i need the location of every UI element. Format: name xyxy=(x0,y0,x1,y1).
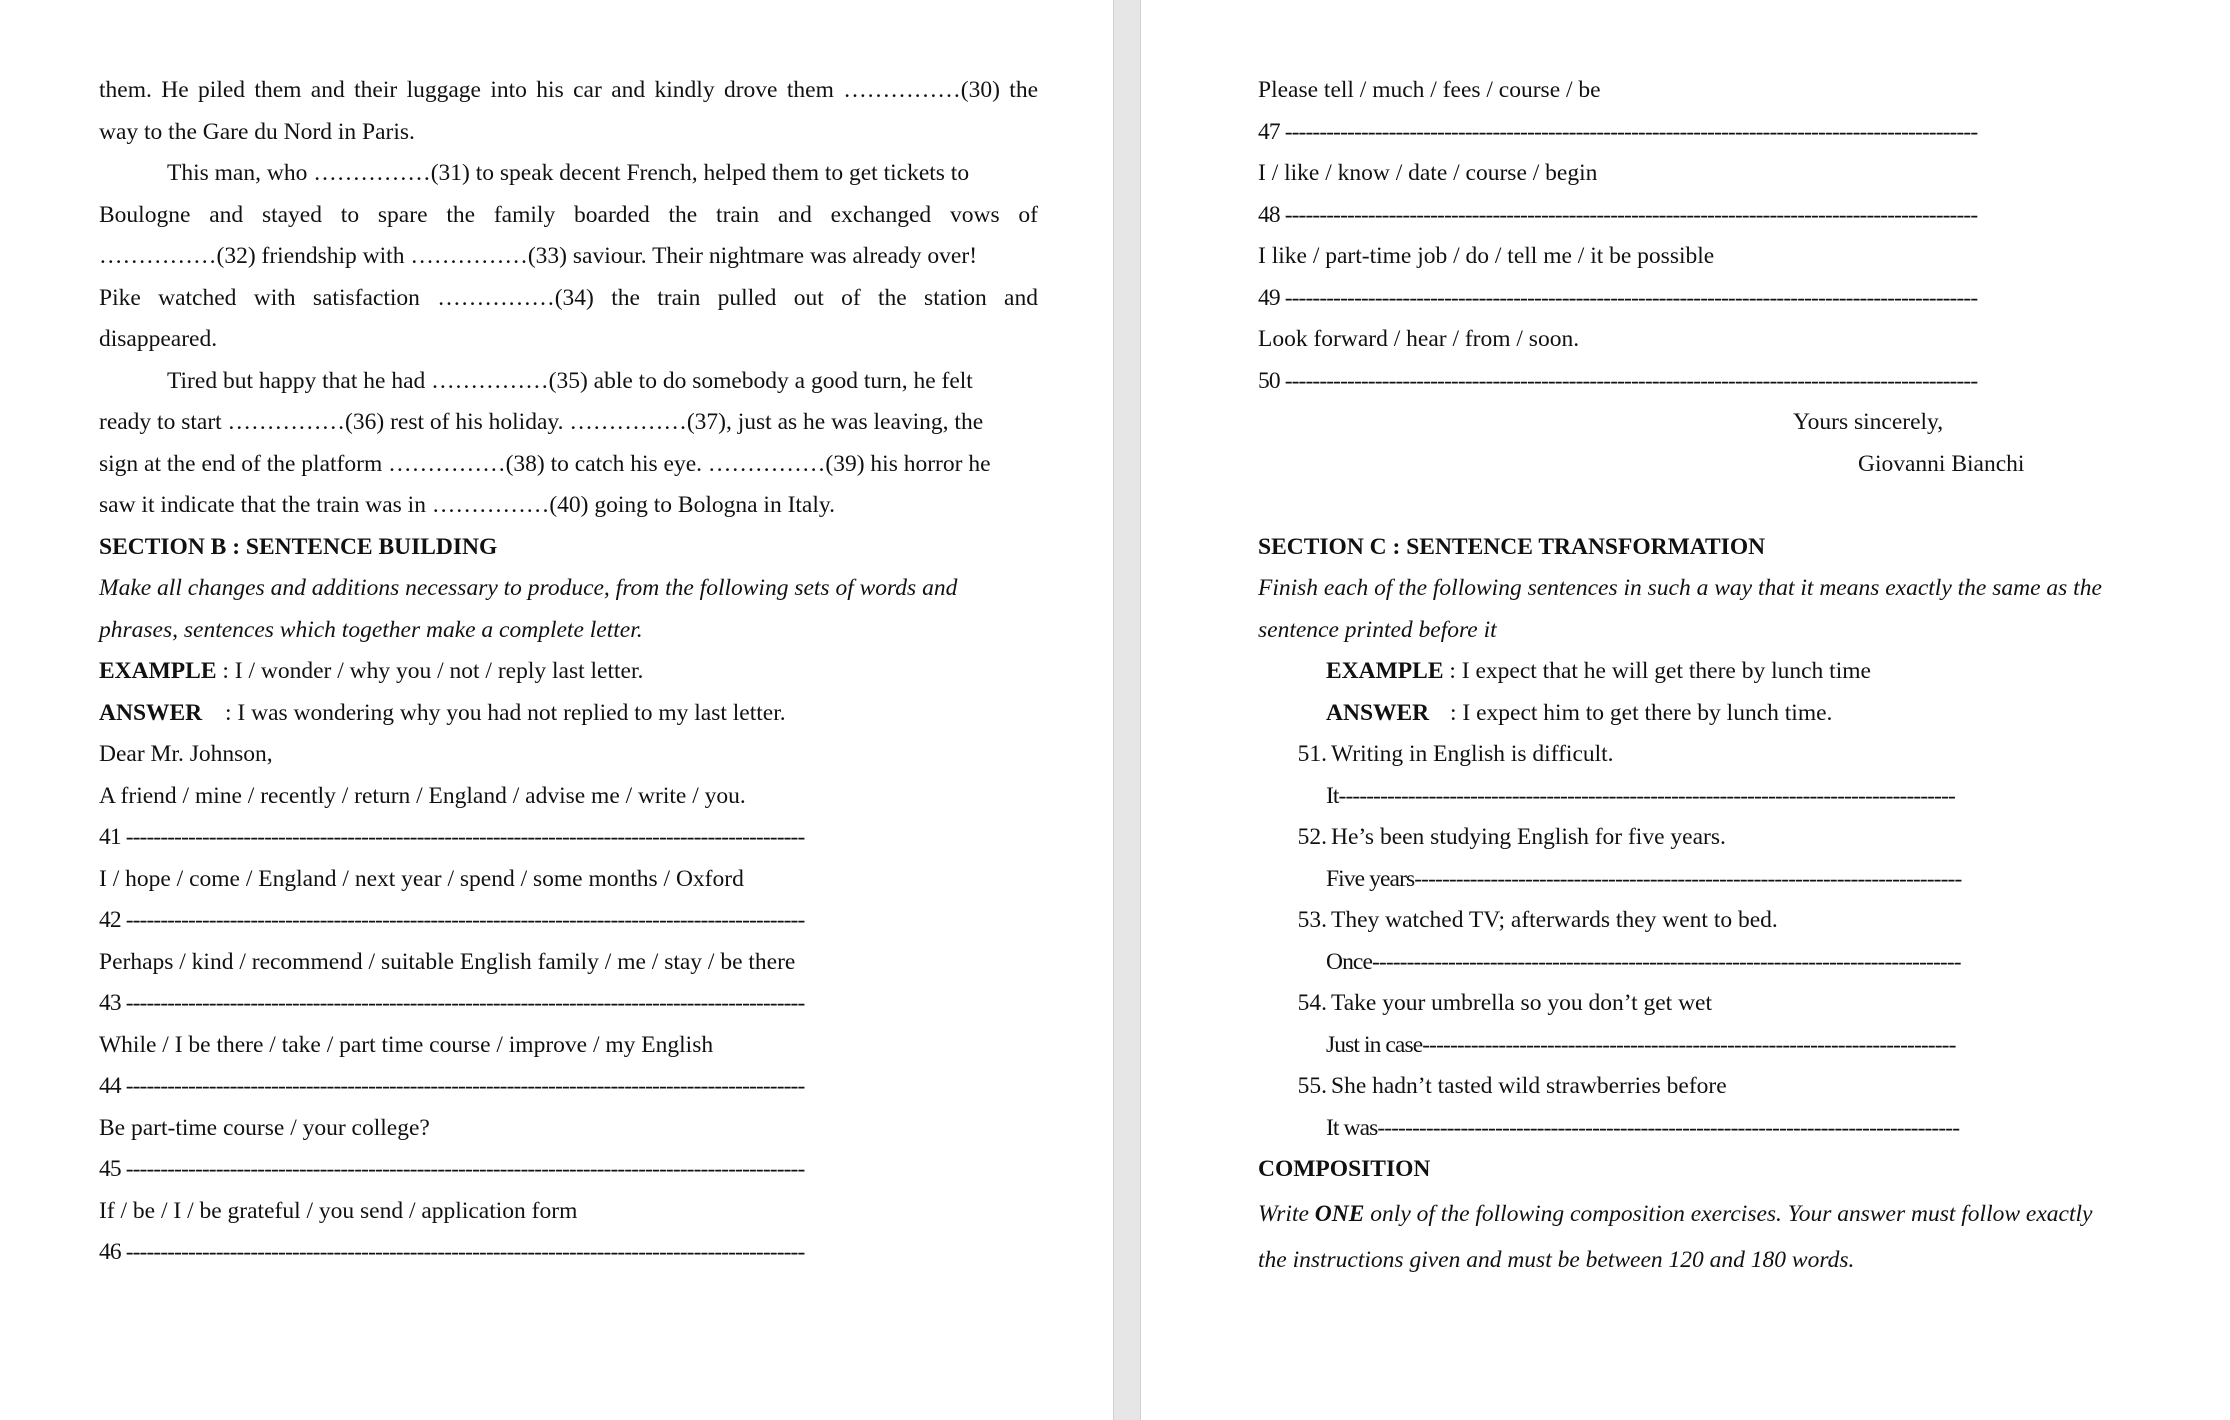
passage-line: saw it indicate that the train was in ……………(40) going to Bologna in Italy. xyxy=(99,492,835,518)
passage-line: Pike watched with satisfaction ……………(34) the train pulled out of the station and xyxy=(99,284,1038,311)
passage-line: This man, who ……………(31) to speak decent French, helped them to get tickets to xyxy=(167,160,970,186)
answer-line-41[interactable] xyxy=(99,817,1038,859)
question-sentence: She hadn’t tasted wild strawberries before xyxy=(1331,1073,1727,1099)
answer-dashes: -------------------------------------------------------------------------------------------------- xyxy=(125,990,805,1016)
letter-prompt: A friend / mine / recently / return / England / advise me / write / you. xyxy=(99,782,746,809)
answer-dashes: ---------------------------------------------------------------------------------------------------- xyxy=(1284,201,1978,228)
question-number: 53. xyxy=(1297,907,1327,933)
answer-dashes: ---------------------------------------------------------------------------------------------------- xyxy=(1284,284,1978,311)
answer-label: ANSWER xyxy=(1326,699,1430,726)
answer-label: ANSWER xyxy=(99,699,203,726)
section-c-heading: SECTION C : SENTENCE TRANSFORMATION xyxy=(1258,533,1766,560)
question-sentence: He’s been studying English for five years. xyxy=(1331,824,1726,850)
question-number: 50 xyxy=(1258,367,1280,394)
letter-prompt: Be part-time course / your college? xyxy=(99,1114,430,1141)
answer-line-45[interactable] xyxy=(99,1149,1038,1191)
letter-signature: Giovanni Bianchi xyxy=(1858,450,2025,477)
question-number: 46 xyxy=(99,1239,121,1265)
transform-answer-53[interactable]: Once------------------------------------------------------------------------------------- xyxy=(1326,948,1961,975)
passage-line: sign at the end of the platform ……………(38) to catch his eye. ……………(39) his horror he xyxy=(99,450,991,477)
example-label: EXAMPLE xyxy=(1326,658,1444,684)
question-number: 52. xyxy=(1297,824,1327,850)
transform-answer-52[interactable]: Five years------------------------------------------------------------------------------- xyxy=(1326,865,1962,892)
letter-prompt: Perhaps / kind / recommend / suitable English family / me / stay / be there xyxy=(99,948,796,975)
answer-dashes: -------------------------------------------------------------------------------------------------- xyxy=(125,1073,805,1099)
section-b-instruction: phrases, sentences which together make a complete letter. xyxy=(99,616,643,643)
answer-text: : I was wondering why you had not replied to my last letter. xyxy=(225,699,786,726)
question-number: 54. xyxy=(1297,990,1327,1016)
letter-prompt: While / I be there / take / part time course / improve / my English xyxy=(99,1031,714,1058)
question-number: 51. xyxy=(1297,741,1327,767)
spacer xyxy=(1258,485,2218,527)
letter-closing: Yours sincerely, xyxy=(1793,409,1944,435)
example-label: EXAMPLE xyxy=(99,658,217,684)
page-gutter xyxy=(1113,0,1141,1420)
question-number: 47 xyxy=(1258,118,1280,145)
letter-salutation: Dear Mr. Johnson, xyxy=(99,741,273,767)
left-page xyxy=(0,0,1113,1420)
answer-line-47[interactable] xyxy=(1258,112,2218,154)
question-number: 49 xyxy=(1258,284,1280,311)
question-number: 42 xyxy=(99,907,121,933)
passage-line: Boulogne and stayed to spare the family boarded the train and exchanged vows of xyxy=(99,201,1038,228)
section-b-answer xyxy=(99,693,1038,735)
question-number: 48 xyxy=(1258,201,1280,228)
section-b-example xyxy=(99,651,1038,693)
question-number: 45 xyxy=(99,1156,121,1182)
letter-prompt: I / like / know / date / course / begin xyxy=(1258,160,1598,186)
question-sentence: Writing in English is difficult. xyxy=(1331,741,1614,767)
section-b-instruction: Make all changes and additions necessary to produce, from the following sets of words and xyxy=(99,575,958,601)
composition-heading: COMPOSITION xyxy=(1258,1156,1431,1182)
example-text: : I expect that he will get there by lunch time xyxy=(1449,658,1871,684)
transform-question xyxy=(1258,1066,2218,1108)
answer-line-42[interactable] xyxy=(99,900,1038,942)
passage-line: ……………(32) friendship with ……………(33) saviour. Their nightmare was already over! xyxy=(99,243,978,269)
answer-text: : I expect him to get there by lunch time. xyxy=(1450,699,1833,726)
passage-line: them. He piled them and their luggage into his car and kindly drove them ……………(30) the xyxy=(99,77,1038,103)
right-page xyxy=(1141,0,2230,1420)
answer-dashes: ---------------------------------------------------------------------------------------------------- xyxy=(1284,118,1978,145)
section-c-example xyxy=(1258,651,2218,693)
transform-answer-51[interactable]: It----------------------------------------------------------------------------------------- xyxy=(1326,782,1955,809)
question-number: 43 xyxy=(99,990,121,1016)
answer-line-43[interactable] xyxy=(99,983,1038,1025)
question-sentence: They watched TV; afterwards they went to bed. xyxy=(1331,907,1778,933)
transform-answer-55[interactable]: It was------------------------------------------------------------------------------------ xyxy=(1326,1114,1960,1141)
composition-instruction xyxy=(1258,1191,2218,1237)
section-b-heading: SECTION B : SENTENCE BUILDING xyxy=(99,533,498,560)
passage-line: way to the Gare du Nord in Paris. xyxy=(99,118,415,145)
letter-prompt: I / hope / come / England / next year / spend / some months / Oxford xyxy=(99,865,744,892)
example-text: : I / wonder / why you / not / reply last letter. xyxy=(222,658,644,684)
answer-line-50[interactable] xyxy=(1258,361,2218,403)
question-number: 41 xyxy=(99,824,121,850)
instruction-emphasis: ONE xyxy=(1314,1200,1365,1227)
transform-question xyxy=(1258,817,2218,859)
answer-line-44[interactable] xyxy=(99,1066,1038,1108)
answer-dashes: ---------------------------------------------------------------------------------------------------- xyxy=(1284,367,1978,394)
answer-line-48[interactable] xyxy=(1258,195,2218,237)
answer-dashes: -------------------------------------------------------------------------------------------------- xyxy=(125,824,805,850)
instruction-text: only of the following composition exercises. Your answer must follow exactly xyxy=(1364,1200,2093,1227)
instruction-text: Write xyxy=(1258,1200,1315,1227)
passage-line: Tired but happy that he had ……………(35) able to do somebody a good turn, he felt xyxy=(167,367,973,394)
transform-answer-54[interactable]: Just in case----------------------------------------------------------------------------- xyxy=(1326,1031,1956,1058)
letter-prompt: Look forward / hear / from / soon. xyxy=(1258,326,1580,352)
letter-prompt: If / be / I / be grateful / you send / application form xyxy=(99,1197,578,1224)
letter-prompt: Please tell / much / fees / course / be xyxy=(1258,77,1601,103)
passage-line: ready to start ……………(36) rest of his holiday. ……………(37), just as he was leaving, the xyxy=(99,409,984,435)
transform-question xyxy=(1258,983,2218,1025)
question-number: 55. xyxy=(1297,1073,1327,1099)
answer-line-49[interactable] xyxy=(1258,278,2218,320)
section-c-answer xyxy=(1258,693,2218,735)
composition-instruction: the instructions given and must be between 120 and 180 words. xyxy=(1258,1246,1855,1273)
transform-question xyxy=(1258,900,2218,942)
answer-dashes: -------------------------------------------------------------------------------------------------- xyxy=(125,907,805,933)
passage-line: disappeared. xyxy=(99,326,218,352)
right-column xyxy=(1258,70,2218,1283)
answer-line-46[interactable] xyxy=(99,1232,1038,1274)
left-column xyxy=(99,70,1038,1274)
transform-question xyxy=(1258,734,2218,776)
section-c-instruction: Finish each of the following sentences in such a way that it means exactly the same as the xyxy=(1258,575,2102,601)
question-number: 44 xyxy=(99,1073,121,1099)
letter-prompt: I like / part-time job / do / tell me / it be possible xyxy=(1258,243,1715,269)
section-c-instruction: sentence printed before it xyxy=(1258,616,1497,643)
question-sentence: Take your umbrella so you don’t get wet xyxy=(1331,990,1713,1016)
answer-dashes: -------------------------------------------------------------------------------------------------- xyxy=(125,1239,805,1265)
answer-dashes: -------------------------------------------------------------------------------------------------- xyxy=(125,1156,805,1182)
